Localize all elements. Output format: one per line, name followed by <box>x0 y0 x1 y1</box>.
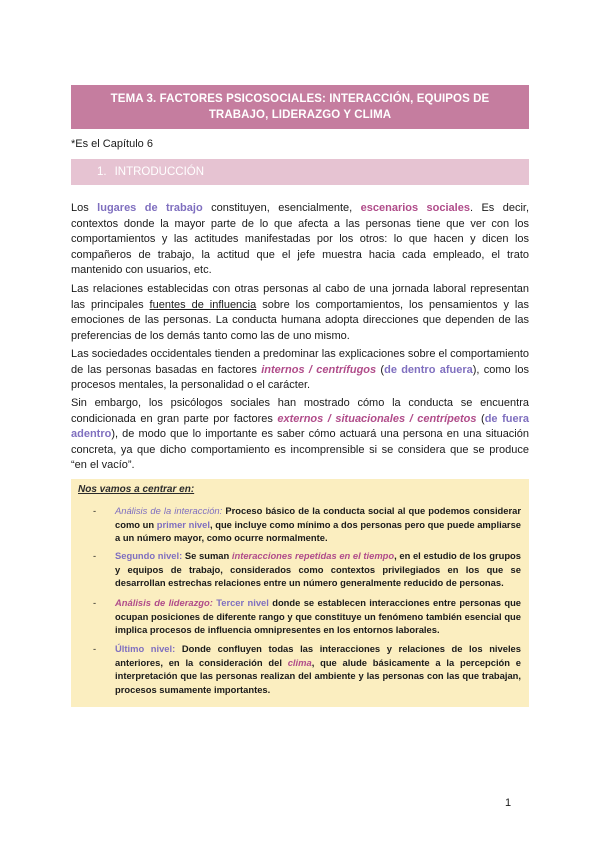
p3-text-a: Las sociedades occidentales tienden a predominar las explicaciones sobre el comportamiento de las personas basadas en factores <box>71 348 529 376</box>
summary-item-segundo-nivel <box>93 549 521 590</box>
p4-text-c: ), de modo que lo importante es saber cómo actuará una persona en una situación concreta, ya que dicho comportamiento es incomprensible si se considera que se produce “en el vacío”. <box>71 428 529 471</box>
chapter-title-line-2: TRABAJO, LIDERAZGO Y CLIMA <box>208 109 392 121</box>
paragraph-2 <box>71 282 529 344</box>
p4-text-b: ( <box>476 412 485 425</box>
p1-keyword-lugares: lugares de trabajo <box>97 202 203 214</box>
item2-keyword-2: interacciones repetidas en el tiempo <box>231 550 395 561</box>
item2-keyword: Segundo nivel: <box>115 550 183 561</box>
p2-underlined: fuentes de influencia <box>149 298 257 311</box>
section-label: INTRODUCCIÓN <box>114 166 205 178</box>
bullet-dash: - <box>93 643 97 654</box>
summary-item-liderazgo <box>93 596 521 637</box>
p1-text-c: . Es decir, contextos donde la mayor parte de lo que afecta a las personas tiene que ver con los comportamientos y las actitudes manifestadas por los otros: lo que hacen y dicen los compañeros de trabajo, la actitud que el jefe muestra hacia cada empleado, el trato mantenido con usuarios, etc. <box>71 202 530 276</box>
item1-keyword-2: primer nivel <box>156 518 210 530</box>
p1-text-b: constituyen, esencialmente, <box>202 202 361 214</box>
summary-item-ultimo-nivel <box>93 642 521 696</box>
p3-text-c: ), como los procesos mentales, la personalidad o el carácter. <box>71 363 529 391</box>
p2-text-b: sobre los comportamientos, los pensamientos y las emociones de las personas. La conducta humana adopta direcciones que dependen de las preferencias de los demás tanto como las de uno mismo. <box>71 298 529 342</box>
bullet-dash: - <box>93 550 97 561</box>
chapter-note: *Es el Capítulo 6 <box>71 138 153 150</box>
item4-text-b: , que alude básicamente a la percepción e interpretación que las personas realizan del ambiente y las personas con las que trabajan, procesos sumamente importantes. <box>115 656 521 695</box>
item1-text-a: Proceso básico de la conducta social al que podemos considerar como un <box>115 505 522 530</box>
chapter-title-line-1: TEMA 3. FACTORES PSICOSOCIALES: INTERACCIÓN, EQUIPOS DE <box>110 93 490 105</box>
item1-text-b: , que incluye como mínimo a dos personas pero que puede ampliarse a un número mayor, como ocurre normalmente. <box>115 518 521 544</box>
section-heading <box>71 159 529 185</box>
p3-keyword-internos: internos / centrífugos <box>261 363 377 376</box>
paragraph-1 <box>71 201 529 279</box>
item4-text-a: Donde confluyen todas las interacciones y relaciones de los niveles anteriores, en la consideración del <box>115 643 521 668</box>
summary-box <box>71 479 529 707</box>
summary-heading: Nos vamos a centrar en: <box>78 484 195 495</box>
p4-keyword-externos: externos / situacionales / centrípetos <box>277 412 477 425</box>
summary-item-interaccion <box>93 504 521 545</box>
item2-text-b: , en el estudio de los grupos y equipos de trabajo, considerados como contextos privilegiados en los que se desarrollan estrechas relaciones entre un número generalmente reducido de personas. <box>115 550 521 589</box>
p4-keyword-fuera-adentro: de fuera adentro <box>71 412 529 440</box>
bullet-dash: - <box>93 597 97 608</box>
section-number: 1. <box>97 166 107 178</box>
chapter-title <box>71 85 529 129</box>
item3-keyword-2: Tercer nivel <box>216 597 269 608</box>
p1-keyword-escenarios: escenarios sociales <box>360 202 470 214</box>
paragraph-3 <box>71 347 529 394</box>
p2-text-a: Las relaciones establecidas con otras personas al cabo de una jornada laboral representan las principales <box>71 283 529 311</box>
page-number: 1 <box>505 797 512 809</box>
item4-keyword: Último nivel: <box>115 643 176 654</box>
item1-keyword: Análisis de la interacción: <box>115 505 223 516</box>
item4-keyword-2: clima <box>287 656 312 668</box>
p3-keyword-dentro-afuera: de dentro afuera <box>384 363 473 376</box>
p3-text-b: ( <box>376 363 385 376</box>
item3-text-b: donde se establecen interacciones entre personas que ocupan posiciones de diferente rango y que constituye un fenómeno también esencial que implica procesos de influencia omnipresentes en los entornos laborales. <box>115 597 522 636</box>
paragraph-4 <box>71 396 529 474</box>
item2-text-a: Se suman <box>182 550 232 561</box>
item3-keyword: Análisis de liderazgo: <box>115 597 213 608</box>
p4-text-a: Sin embargo, los psicólogos sociales han mostrado cómo la conducta se encuentra condicionada en gran parte por factores <box>71 397 529 425</box>
bullet-dash: - <box>93 505 97 516</box>
p1-text-a: Los <box>71 202 98 214</box>
